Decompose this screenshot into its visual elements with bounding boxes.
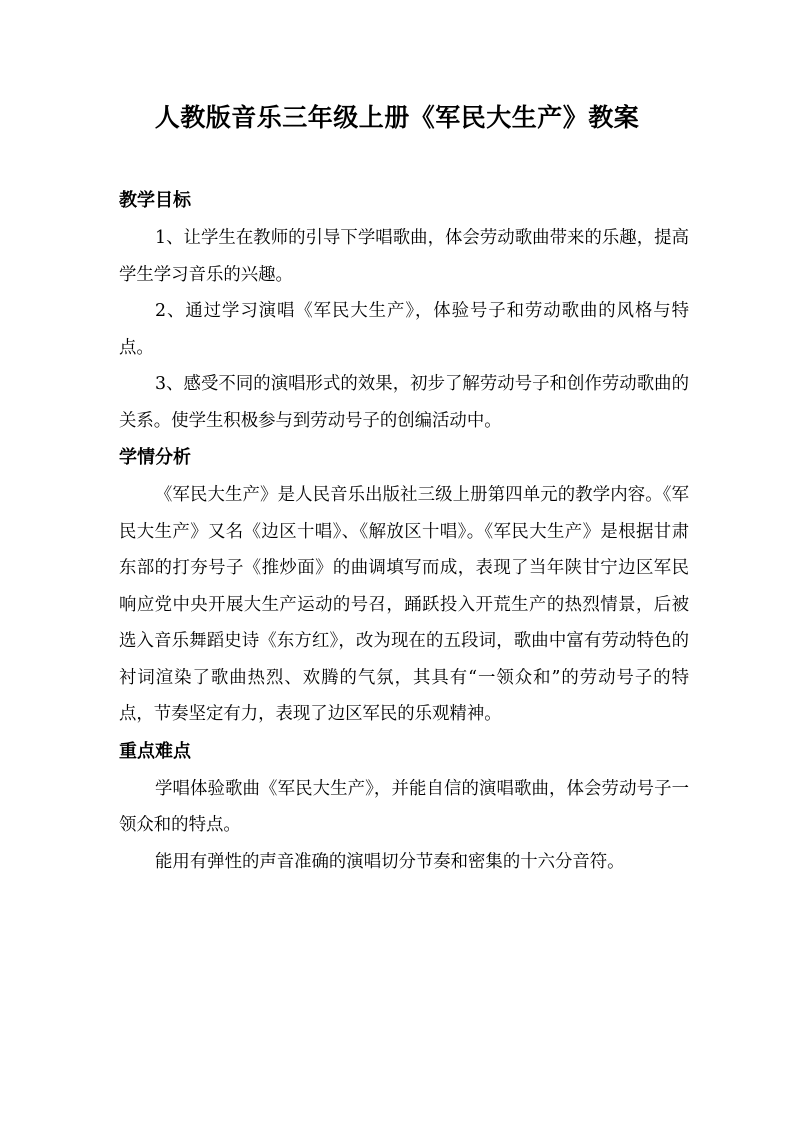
paragraph: 3、感受不同的演唱形式的效果，初步了解劳动号子和创作劳动歌曲的关系。使学生积极参与到劳动号子的创编活动中。 <box>119 374 689 431</box>
section-heading: 重点难点 <box>119 740 191 762</box>
paragraph: 学唱体验歌曲《军民大生产》，并能自信的演唱歌曲，体会劳动号子一领众和的特点。 <box>119 778 689 835</box>
section-teaching-objectives <box>119 182 689 439</box>
section-key-difficulties <box>119 733 689 881</box>
paragraph: 《军民大生产》是人民音乐出版社三级上册第四单元的教学内容。《军民大生产》又名《边区十唱》、《解放区十唱》。《军民大生产》是根据甘肃东部的打夯号子《推炒面》的曲调填写而成，表现了当年陕甘宁边区军民响应党中央开展大生产运动的号召，踊跃投入开荒生产的热烈情景，后被选入音乐舞蹈史诗《东方红》，改为现在的五段词，歌曲中富有劳动特色的衬词渲染了歌曲热烈、欢腾的气氛，其具有“一领众和”的劳动号子的特点，节奏坚定有力，表现了边区军民的乐观精神。 <box>119 485 689 724</box>
paragraph: 2、通过学习演唱《军民大生产》，体验号子和劳动歌曲的风格与特点。 <box>119 301 689 358</box>
section-heading: 学情分析 <box>119 447 191 468</box>
section-learner-analysis <box>119 439 689 733</box>
paragraph: 能用有弹性的声音准确的演唱切分节奏和密集的十六分音符。 <box>155 851 625 872</box>
section-heading: 教学目标 <box>119 190 191 211</box>
document-body <box>119 182 689 880</box>
paragraph: 1、让学生在教师的引导下学唱歌曲，体会劳动歌曲带来的乐趣，提高学生学习音乐的兴趣。 <box>119 228 689 285</box>
document-title: 人教版音乐三年级上册《军民大生产》教案 <box>154 103 640 132</box>
